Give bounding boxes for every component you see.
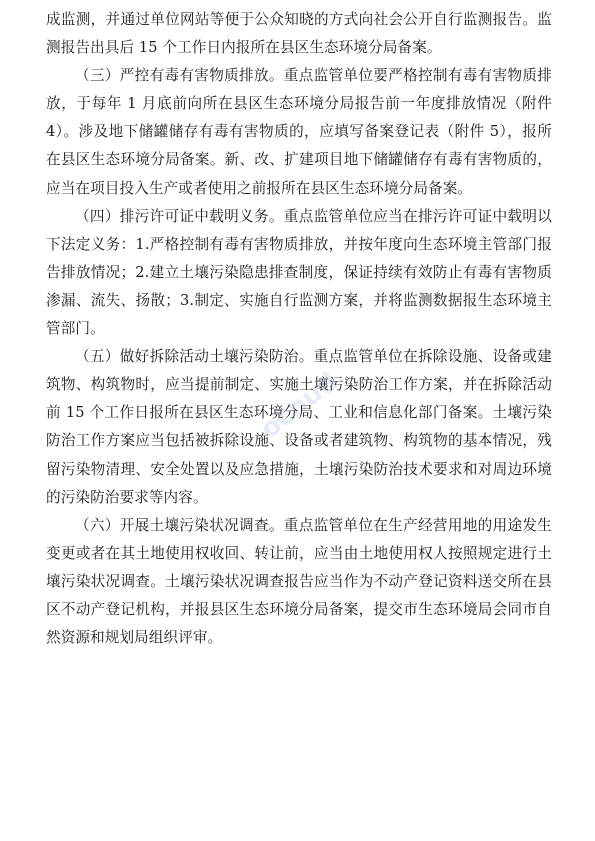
paragraph-section-3: （三）严控有毒有害物质排放。重点监管单位要严格控制有毒有害物质排放，于每年 1 月底前向所在县区生态环境分局报告前一年度排放情况（附件 4）。涉及地下储罐储存有毒有害物质的，应填写备案登记表（附件 5），报所在县区生态环境分局备案。新、改、扩建项目地下储罐储存有毒有害物质的，应当在项目投入生产或者使用之前报所在县区生态环境分局备案。	[46, 67, 552, 197]
paragraph-continuation: 成监测，并通过单位网站等便于公众知晓的方式向社会公开自行监测报告。监测报告出具后 15 个工作日内报所在县区生态环境分局备案。	[46, 11, 552, 57]
document-body	[46, 6, 552, 652]
paragraph-section-5: （五）做好拆除活动土壤污染防治。重点监管单位在拆除设施、设备或建筑物、构筑物时，应当提前制定、实施土壤污染防治工作方案，并在拆除活动前 15 个工作日报所在县区生态环境分局、工业和信息化部门备案。土壤污染防治工作方案应当包括被拆除设施、设备或者建筑物、构筑物的基本情况，残留污染物清理、安全处置以及应急措施，土壤污染防治技术要求和对周边环境的污染防治要求等内容。	[46, 348, 552, 506]
watermark-logo: ocnud	[255, 366, 344, 445]
paragraph-section-4: （四）排污许可证中载明义务。重点监管单位应当在排污许可证中载明以下法定义务：1.严格控制有毒有害物质排放，并按年度向生态环境主管部门报告排放情况；2.建立土壤污染隐患排查制度，保证持续有效防止有毒有害物质渗漏、流失、扬散；3.制定、实施自行监测方案，并将监测数据报生态环境主管部门。	[46, 207, 552, 338]
paragraph-section-6: （六）开展土壤污染状况调查。重点监管单位在生产经营用地的用途发生变更或者在其土地使用权收回、转让前，应当由土地使用权人按照规定进行土壤污染状况调查。土壤污染状况调查报告应当作为不动产登记资料送交所在县区不动产登记机构，并报县区生态环境分局备案，提交市生态环境局会同市自然资源和规划局组织评审。	[46, 516, 552, 647]
